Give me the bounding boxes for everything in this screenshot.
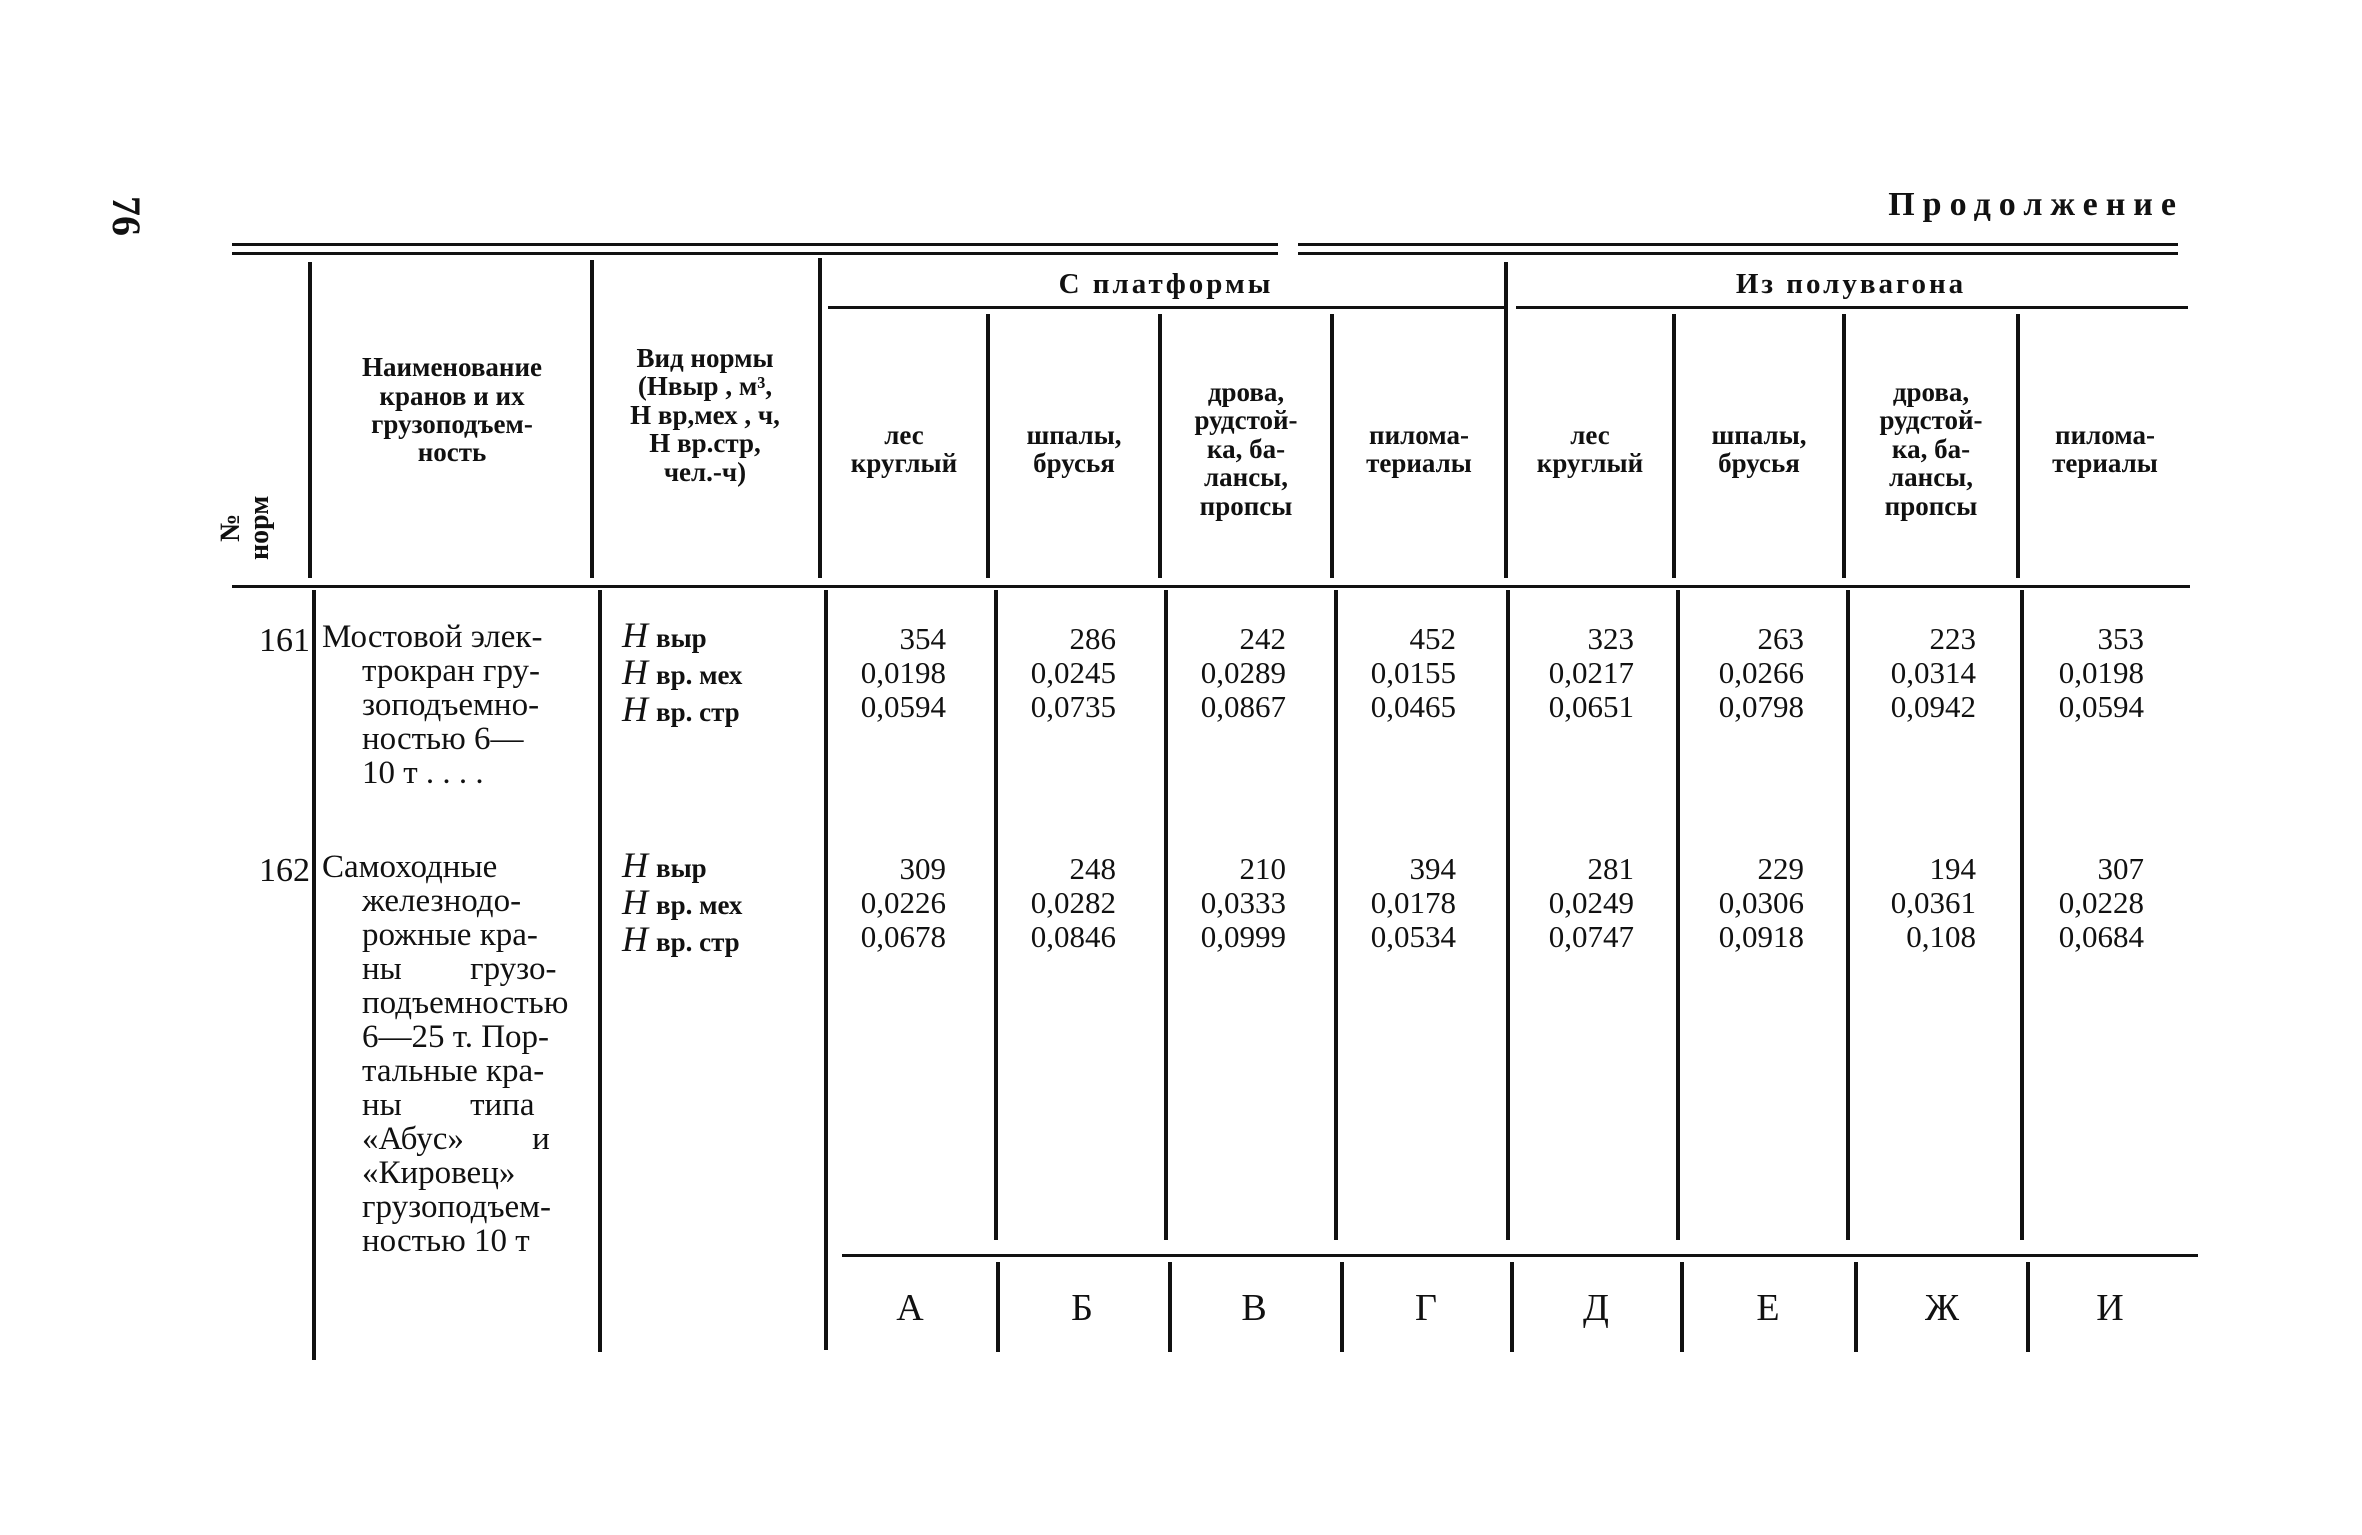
norm-symbol: H <box>622 919 648 959</box>
value: 263 <box>1757 621 1804 656</box>
value: 0,0198 <box>860 655 946 690</box>
value-cell <box>806 852 946 954</box>
value: 223 <box>1929 621 1976 656</box>
header-gondola-col-2: шпалы, брусья <box>1711 419 1807 478</box>
top-rule-left-2 <box>232 252 1278 255</box>
value: 286 <box>1069 621 1116 656</box>
vrule-l-7 <box>2026 1262 2030 1352</box>
value: 0,0735 <box>1030 689 1116 724</box>
vrule-l-4 <box>1510 1262 1514 1352</box>
value: 0,0245 <box>1030 655 1116 690</box>
platform-group-rule <box>828 306 1506 309</box>
value: 0,0217 <box>1548 655 1634 690</box>
value: 0,0333 <box>1200 885 1286 920</box>
crane-name-line: 6—25 т. Пор- <box>362 1019 550 1055</box>
header-platform-col-4: пилома- териалы <box>1366 419 1472 478</box>
vrule-l-2 <box>1168 1262 1172 1352</box>
top-rule-right-2 <box>1298 252 2178 255</box>
header-gondola-col-3: дрова, рудстой- ка, ба- лансы, пропсы <box>1879 377 1983 521</box>
value-cell <box>1836 622 1976 724</box>
crane-name-line: тальные кра- <box>362 1053 545 1089</box>
value: 0,0282 <box>1030 885 1116 920</box>
value: 0,0226 <box>860 885 946 920</box>
value: 452 <box>1409 621 1456 656</box>
crane-name-line: зоподъемно- <box>362 687 540 723</box>
value-cell <box>1146 622 1286 724</box>
top-rule-right-1 <box>1298 243 2178 246</box>
value-cell <box>806 622 946 724</box>
vrule-h-2 <box>590 260 594 578</box>
value: 0,0678 <box>860 919 946 954</box>
norm-subscript: выр <box>656 623 707 653</box>
norm-symbol: H <box>622 652 648 692</box>
value: 0,0314 <box>1890 655 1976 690</box>
row-number: 161 <box>259 622 310 659</box>
value: 0,0651 <box>1548 689 1634 724</box>
crane-name-line: грузоподъем- <box>362 1189 552 1225</box>
letters-row-rule <box>842 1254 2198 1257</box>
value: 0,0534 <box>1370 919 1456 954</box>
norm-subscript: вр. стр <box>656 697 740 727</box>
value: 0,0306 <box>1718 885 1804 920</box>
crane-name-line: подъемностью <box>362 985 569 1021</box>
value: 242 <box>1239 621 1286 656</box>
vrule-l-3 <box>1340 1262 1344 1352</box>
column-letter: Е <box>1756 1287 1780 1329</box>
vrule-h-1 <box>308 262 312 578</box>
header-gondola-col-1: лес круглый <box>1536 419 1644 478</box>
row-number: 162 <box>259 852 310 889</box>
value-cell <box>1836 852 1976 954</box>
value: 0,108 <box>1906 919 1976 954</box>
column-letter: Г <box>1415 1287 1437 1329</box>
vrule-l-6 <box>1854 1262 1858 1352</box>
norm-subscript: вр. мех <box>656 660 743 690</box>
norm-subscript: вр. стр <box>656 927 740 957</box>
header-col-number: № норм <box>215 495 276 560</box>
value: 0,0361 <box>1890 885 1976 920</box>
column-letter: В <box>1241 1287 1267 1329</box>
value: 0,0918 <box>1718 919 1804 954</box>
value: 0,0867 <box>1200 689 1286 724</box>
column-letter: Ж <box>1924 1287 1960 1329</box>
header-bottom-rule <box>232 585 2190 588</box>
crane-name-line: ны типа <box>362 1087 535 1123</box>
value: 0,0942 <box>1890 689 1976 724</box>
crane-name-line: рожные кра- <box>362 917 538 953</box>
value: 210 <box>1239 851 1286 886</box>
value: 0,0155 <box>1370 655 1456 690</box>
value: 307 <box>2097 851 2144 886</box>
crane-name-line: Самоходные <box>322 849 498 885</box>
value: 0,0684 <box>2058 919 2144 954</box>
header-col-norm: Вид нормы (Hвыр , м³, H вр,мех , ч, H вр.стр, чел.-ч) <box>630 343 780 487</box>
value: 248 <box>1069 851 1116 886</box>
header-group-platform: С платформы <box>1058 268 1274 300</box>
crane-name-line: «Абус» и <box>362 1121 550 1157</box>
value: 0,0594 <box>860 689 946 724</box>
page-number: 76 <box>104 196 149 236</box>
norm-types <box>622 845 743 959</box>
crane-name <box>322 850 600 1258</box>
value-cell <box>1664 622 1804 724</box>
value: 229 <box>1757 851 1804 886</box>
header-gondola-col-4: пилома- териалы <box>2052 419 2158 478</box>
crane-name-line: «Кировец» <box>362 1155 516 1191</box>
header-platform-col-1: лес круглый <box>850 419 958 478</box>
value: 0,0465 <box>1370 689 1456 724</box>
value: 0,0846 <box>1030 919 1116 954</box>
value: 0,0747 <box>1548 919 1634 954</box>
header-platform-col-3: дрова, рудстой- ка, ба- лансы, пропсы <box>1194 377 1298 521</box>
value-cell <box>1494 622 1634 724</box>
value-cell <box>1316 622 1456 724</box>
value: 0,0249 <box>1548 885 1634 920</box>
value: 0,0266 <box>1718 655 1804 690</box>
value-cell <box>976 852 1116 954</box>
value: 0,0198 <box>2058 655 2144 690</box>
value: 354 <box>899 621 946 656</box>
value: 323 <box>1587 621 1634 656</box>
value: 0,0594 <box>2058 689 2144 724</box>
norm-subscript: вр. мех <box>656 890 743 920</box>
value: 353 <box>2097 621 2144 656</box>
value-cell <box>2004 622 2144 724</box>
value: 0,0228 <box>2058 885 2144 920</box>
crane-name-line: 10 т . . . . <box>362 755 484 791</box>
value: 309 <box>899 851 946 886</box>
top-rule-left-1 <box>232 243 1278 246</box>
value: 194 <box>1929 851 1976 886</box>
value: 0,0999 <box>1200 919 1286 954</box>
vrule-l-1 <box>996 1262 1000 1352</box>
header-group-gondola: Из полувагона <box>1735 268 1967 300</box>
column-letter: А <box>896 1287 924 1329</box>
norm-subscript: выр <box>656 853 707 883</box>
column-letter: Д <box>1583 1287 1609 1329</box>
value: 0,0178 <box>1370 885 1456 920</box>
gondola-group-rule <box>1516 306 2188 309</box>
norm-symbol: H <box>622 615 648 655</box>
value: 281 <box>1587 851 1634 886</box>
continuation-heading: Продолжение <box>1888 186 2184 223</box>
value-cell <box>1316 852 1456 954</box>
header-col-name: Наименование кранов и их грузоподъем- ность <box>362 352 542 468</box>
value: 394 <box>1409 851 1456 886</box>
norm-types <box>622 615 743 729</box>
crane-name-line: ны грузо- <box>362 951 557 987</box>
norm-symbol: H <box>622 689 648 729</box>
crane-name-line: железнодо- <box>362 883 522 919</box>
column-letter: Б <box>1071 1287 1093 1329</box>
crane-name-line: ностью 6— <box>362 721 524 757</box>
norm-symbol: H <box>622 882 648 922</box>
value-cell <box>1664 852 1804 954</box>
value-cell <box>2004 852 2144 954</box>
header-platform-col-2: шпалы, брусья <box>1026 419 1122 478</box>
value: 0,0798 <box>1718 689 1804 724</box>
value-cell <box>976 622 1116 724</box>
crane-name-line: ностью 10 т <box>362 1223 530 1259</box>
crane-name-line: трокран гру- <box>362 653 541 689</box>
value: 0,0289 <box>1200 655 1286 690</box>
column-letter: И <box>2096 1287 2124 1329</box>
crane-name-line: Мостовой элек- <box>322 619 543 655</box>
crane-name <box>322 620 600 790</box>
norm-symbol: H <box>622 845 648 885</box>
vrule-b-1 <box>312 590 316 1360</box>
vrule-l-5 <box>1680 1262 1684 1352</box>
value-cell <box>1146 852 1286 954</box>
value-cell <box>1494 852 1634 954</box>
